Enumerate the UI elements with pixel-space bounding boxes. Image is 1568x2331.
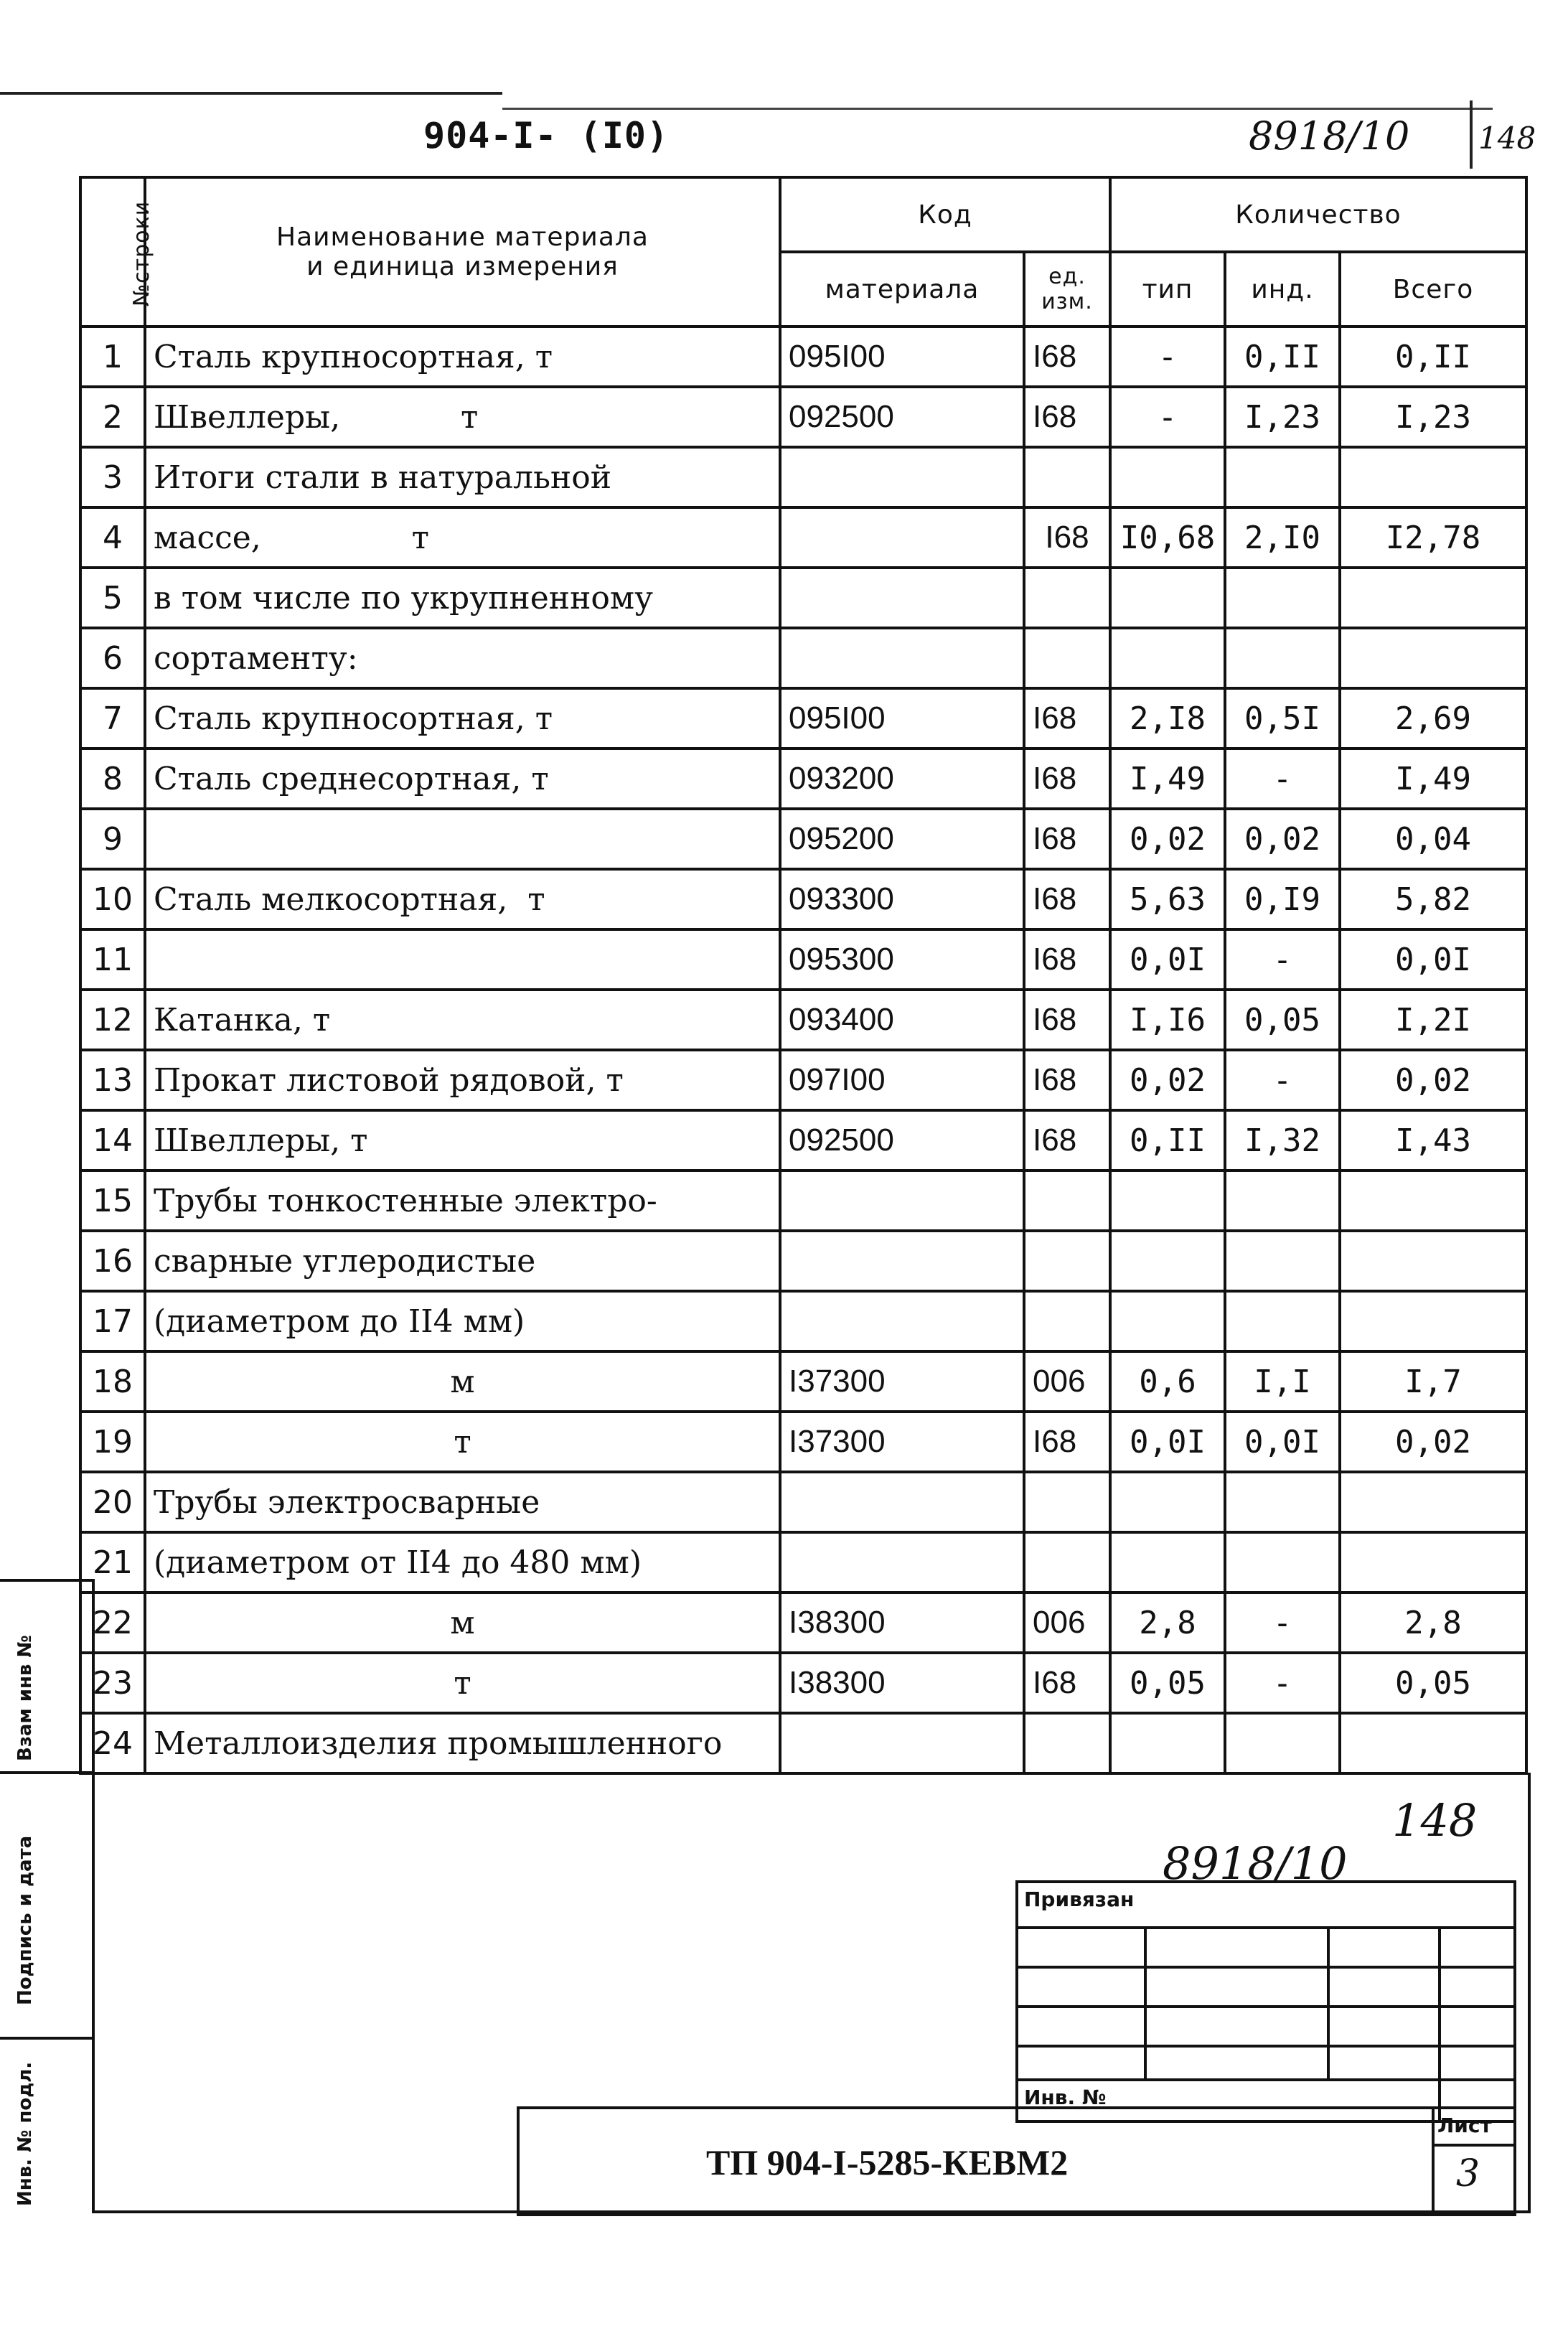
row-name: Сталь крупносортная, т: [145, 688, 780, 749]
document-code: ТП 904-I-5285-КЕВМ2: [706, 2142, 1069, 2182]
row-name: Итоги стали в натуральной: [145, 447, 780, 507]
row-ind: -: [1225, 749, 1340, 809]
left-stamp: [0, 1579, 95, 2213]
project-code: 904-I- (I0): [423, 115, 670, 156]
row-total: 0,0I: [1340, 929, 1526, 990]
col-name-header: [145, 177, 780, 327]
sheet-label: Лист: [1437, 2114, 1492, 2137]
row-name: Сталь среднесортная, т: [145, 749, 780, 809]
row-unit: 006: [1024, 1593, 1110, 1653]
table-row: 19 т I37300 I68 0,0I 0,0I 0,02: [80, 1412, 1526, 1472]
binding-col: [1144, 1926, 1147, 2078]
row-typ: 2,8: [1110, 1593, 1225, 1653]
table-row: 3 Итоги стали в натуральной: [80, 447, 1526, 507]
row-ind: -: [1225, 1593, 1340, 1653]
row-unit: I68: [1024, 1412, 1110, 1472]
row-ind: I,I: [1225, 1351, 1340, 1412]
row-total: [1340, 447, 1526, 507]
row-ind: [1225, 1171, 1340, 1231]
col-qty-ind: инд.: [1225, 252, 1340, 327]
row-name: (диаметром до II4 мм): [145, 1291, 780, 1351]
row-name: массе, т: [145, 507, 780, 568]
row-unit: I68: [1024, 749, 1110, 809]
row-code: 097I00: [780, 1050, 1024, 1110]
row-code: 093300: [780, 869, 1024, 929]
row-ind: -: [1225, 929, 1340, 990]
row-unit: I68: [1024, 1110, 1110, 1171]
binding-label: Привязан: [1024, 1887, 1135, 1911]
row-ind: [1225, 1532, 1340, 1593]
table-row: 22 м I38300 006 2,8 - 2,8: [80, 1593, 1526, 1653]
table-row: 6 сортаменту:: [80, 628, 1526, 688]
row-total: [1340, 1713, 1526, 1773]
row-code: I37300: [780, 1351, 1024, 1412]
row-ind: 0,I9: [1225, 869, 1340, 929]
row-name: сварные углеродистые: [145, 1231, 780, 1291]
stamp-label-signature: Подпись и дата: [14, 1835, 36, 2005]
row-code: 095300: [780, 929, 1024, 990]
table-row: 13 Прокат листовой рядовой, т 097I00 I68 0,02 - 0,02: [80, 1050, 1526, 1110]
row-name: т: [145, 1653, 780, 1713]
handwritten-archive-number: 8918/10: [1163, 1837, 1348, 1890]
sheet-divider: [1435, 2144, 1513, 2147]
row-unit: I68: [1024, 869, 1110, 929]
row-total: 0,II: [1340, 327, 1526, 387]
col-qty-total: Всего: [1340, 252, 1526, 327]
row-typ: I,I6: [1110, 990, 1225, 1050]
row-code: [780, 1231, 1024, 1291]
row-code: I38300: [780, 1653, 1024, 1713]
row-ind: I,23: [1225, 387, 1340, 447]
table-row: 10 Сталь мелкосортная, т 093300 I68 5,63 0,I9 5,82: [80, 869, 1526, 929]
row-total: [1340, 1291, 1526, 1351]
row-name: Металлоизделия промышленного: [145, 1713, 780, 1773]
top-rule: [0, 92, 502, 95]
col-name-line1: Наименование материала: [276, 222, 649, 252]
row-code: I38300: [780, 1593, 1024, 1653]
row-name: в том числе по укрупненному: [145, 568, 780, 628]
row-code: 093400: [780, 990, 1024, 1050]
row-typ: 5,63: [1110, 869, 1225, 929]
row-total: [1340, 1532, 1526, 1593]
table-row: 15 Трубы тонкостенные электро-: [80, 1171, 1526, 1231]
row-total: I,43: [1340, 1110, 1526, 1171]
row-name: (диаметром от II4 до 480 мм): [145, 1532, 780, 1593]
table-row: 14 Швеллеры, т 092500 I68 0,II I,32 I,43: [80, 1110, 1526, 1171]
inventory-label: Инв. №: [1024, 2086, 1107, 2109]
row-code: [780, 1472, 1024, 1532]
col-code-material: материала: [780, 252, 1024, 327]
row-unit: [1024, 1171, 1110, 1231]
row-total: 0,02: [1340, 1412, 1526, 1472]
row-unit: [1024, 568, 1110, 628]
row-typ: 0,II: [1110, 1110, 1225, 1171]
row-total: [1340, 568, 1526, 628]
table-row: 20 Трубы электросварные: [80, 1472, 1526, 1532]
row-typ: 2,I8: [1110, 688, 1225, 749]
row-total: [1340, 1231, 1526, 1291]
col-row-number: №строки: [80, 177, 145, 327]
row-total: I,7: [1340, 1351, 1526, 1412]
row-code: 095200: [780, 809, 1024, 869]
table-row: 2 Швеллеры, т 092500 I68 - I,23 I,23: [80, 387, 1526, 447]
row-typ: 0,05: [1110, 1653, 1225, 1713]
row-code: [780, 568, 1024, 628]
row-code: 095I00: [780, 327, 1024, 387]
row-ind: [1225, 1472, 1340, 1532]
stamp-label-inventory: Инв. № подл.: [14, 2061, 36, 2206]
row-typ: -: [1110, 387, 1225, 447]
row-ind: 0,0I: [1225, 1412, 1340, 1472]
row-name: Катанка, т: [145, 990, 780, 1050]
row-name: м: [145, 1351, 780, 1412]
row-code: 093200: [780, 749, 1024, 809]
row-ind: 0,5I: [1225, 688, 1340, 749]
row-typ: 0,0I: [1110, 1412, 1225, 1472]
row-unit: [1024, 1472, 1110, 1532]
row-typ: 0,0I: [1110, 929, 1225, 990]
row-total: 0,05: [1340, 1653, 1526, 1713]
row-code: 092500: [780, 1110, 1024, 1171]
row-unit: I68: [1024, 1050, 1110, 1110]
table-row: 21 (диаметром от II4 до 480 мм): [80, 1532, 1526, 1593]
row-unit: [1024, 1291, 1110, 1351]
row-typ: [1110, 1291, 1225, 1351]
binding-col: [1327, 1926, 1330, 2078]
row-typ: I,49: [1110, 749, 1225, 809]
row-typ: [1110, 1171, 1225, 1231]
binding-col: [1438, 1926, 1441, 2120]
row-total: 0,02: [1340, 1050, 1526, 1110]
row-unit: [1024, 447, 1110, 507]
row-unit: [1024, 628, 1110, 688]
row-typ: [1110, 447, 1225, 507]
row-total: [1340, 628, 1526, 688]
row-code: I37300: [780, 1412, 1024, 1472]
row-typ: [1110, 568, 1225, 628]
table-row: 7 Сталь крупносортная, т 095I00 I68 2,I8 0,5I 2,69: [80, 688, 1526, 749]
top-rule-2: [502, 108, 1493, 110]
row-total: I,23: [1340, 387, 1526, 447]
row-code: [780, 1291, 1024, 1351]
row-ind: [1225, 568, 1340, 628]
table-row: 12 Катанка, т 093400 I68 I,I6 0,05 I,2I: [80, 990, 1526, 1050]
row-unit: 006: [1024, 1351, 1110, 1412]
row-name: Швеллеры, т: [145, 1110, 780, 1171]
row-unit: I68: [1024, 809, 1110, 869]
row-name: сортаменту:: [145, 628, 780, 688]
row-unit: I68: [1024, 1653, 1110, 1713]
table-row: 5 в том числе по укрупненному: [80, 568, 1526, 628]
row-ind: [1225, 628, 1340, 688]
row-typ: 0,02: [1110, 1050, 1225, 1110]
row-typ: 0,02: [1110, 809, 1225, 869]
row-code: 095I00: [780, 688, 1024, 749]
row-total: [1340, 1171, 1526, 1231]
row-ind: -: [1225, 1653, 1340, 1713]
table-row: 17 (диаметром до II4 мм): [80, 1291, 1526, 1351]
row-unit: I68: [1024, 387, 1110, 447]
table-row: 4 массе, т I68 I0,68 2,I0 I2,78: [80, 507, 1526, 568]
row-typ: 0,6: [1110, 1351, 1225, 1412]
col-qty-type: тип: [1110, 252, 1225, 327]
row-code: [780, 628, 1024, 688]
table-row: 8 Сталь среднесортная, т 093200 I68 I,49 - I,49: [80, 749, 1526, 809]
row-typ: [1110, 628, 1225, 688]
row-typ: [1110, 1532, 1225, 1593]
row-code: [780, 447, 1024, 507]
col-code-header: Код: [780, 177, 1110, 252]
row-code: [780, 1171, 1024, 1231]
row-ind: 0,05: [1225, 990, 1340, 1050]
sheet-value: 3: [1456, 2152, 1480, 2195]
row-code: [780, 507, 1024, 568]
row-ind: [1225, 447, 1340, 507]
row-unit: I68: [1024, 990, 1110, 1050]
sheet-box: [1432, 2109, 1513, 2213]
row-typ: -: [1110, 327, 1225, 387]
row-name: Прокат листовой рядовой, т: [145, 1050, 780, 1110]
row-total: I2,78: [1340, 507, 1526, 568]
col-qty-header: Количество: [1110, 177, 1526, 252]
row-total: 2,69: [1340, 688, 1526, 749]
row-name: Трубы тонкостенные электро-: [145, 1171, 780, 1231]
row-ind: 0,02: [1225, 809, 1340, 869]
row-ind: I,32: [1225, 1110, 1340, 1171]
row-typ: [1110, 1472, 1225, 1532]
row-total: I,49: [1340, 749, 1526, 809]
table-row: 11 095300 I68 0,0I - 0,0I: [80, 929, 1526, 990]
table-row: 16 сварные углеродистые: [80, 1231, 1526, 1291]
row-name: м: [145, 1593, 780, 1653]
row-unit: [1024, 1532, 1110, 1593]
title-block: [517, 2106, 1516, 2216]
row-ind: [1225, 1713, 1340, 1773]
row-ind: [1225, 1231, 1340, 1291]
row-unit: I68: [1024, 929, 1110, 990]
table-row: 24 Металлоизделия промышленного: [80, 1713, 1526, 1773]
row-total: I,2I: [1340, 990, 1526, 1050]
row-ind: 0,II: [1225, 327, 1340, 387]
row-code: [780, 1713, 1024, 1773]
row-name: Сталь мелкосортная, т: [145, 869, 780, 929]
row-total: 0,04: [1340, 809, 1526, 869]
row-name: [145, 929, 780, 990]
col-code-unit: ед. изм.: [1024, 252, 1110, 327]
binding-block: [1015, 1880, 1516, 2123]
sheet-number: 148: [1478, 121, 1536, 156]
stamp-label-replacement: Взам инв №: [14, 1635, 36, 1761]
row-unit: [1024, 1713, 1110, 1773]
row-total: 5,82: [1340, 869, 1526, 929]
materials-table: [79, 176, 1528, 1775]
row-code: 092500: [780, 387, 1024, 447]
row-unit: I68: [1024, 507, 1110, 568]
row-name: Трубы электросварные: [145, 1472, 780, 1532]
row-code: [780, 1532, 1024, 1593]
table-row: 23 т I38300 I68 0,05 - 0,05: [80, 1653, 1526, 1713]
table-body: [80, 327, 1526, 1773]
row-name: Сталь крупносортная, т: [145, 327, 780, 387]
row-typ: [1110, 1231, 1225, 1291]
row-name: [145, 809, 780, 869]
row-name: Швеллеры, т: [145, 387, 780, 447]
row-name: т: [145, 1412, 780, 1472]
table-row: 18 м I37300 006 0,6 I,I I,7: [80, 1351, 1526, 1412]
table-row: 9 095200 I68 0,02 0,02 0,04: [80, 809, 1526, 869]
row-ind: -: [1225, 1050, 1340, 1110]
handwritten-sheet-mark: 148: [1392, 1794, 1478, 1847]
row-unit: I68: [1024, 688, 1110, 749]
row-ind: [1225, 1291, 1340, 1351]
table-row: 1 Сталь крупносортная, т 095I00 I68 - 0,II 0,II: [80, 327, 1526, 387]
row-total: [1340, 1472, 1526, 1532]
row-typ: [1110, 1713, 1225, 1773]
col-name-line2: и единица измерения: [306, 252, 619, 281]
row-total: 2,8: [1340, 1593, 1526, 1653]
row-ind: 2,I0: [1225, 507, 1340, 568]
row-unit: [1024, 1231, 1110, 1291]
row-unit: I68: [1024, 327, 1110, 387]
archive-number: 8918/10: [1249, 113, 1410, 159]
row-typ: I0,68: [1110, 507, 1225, 568]
header-divider: [1470, 100, 1473, 169]
